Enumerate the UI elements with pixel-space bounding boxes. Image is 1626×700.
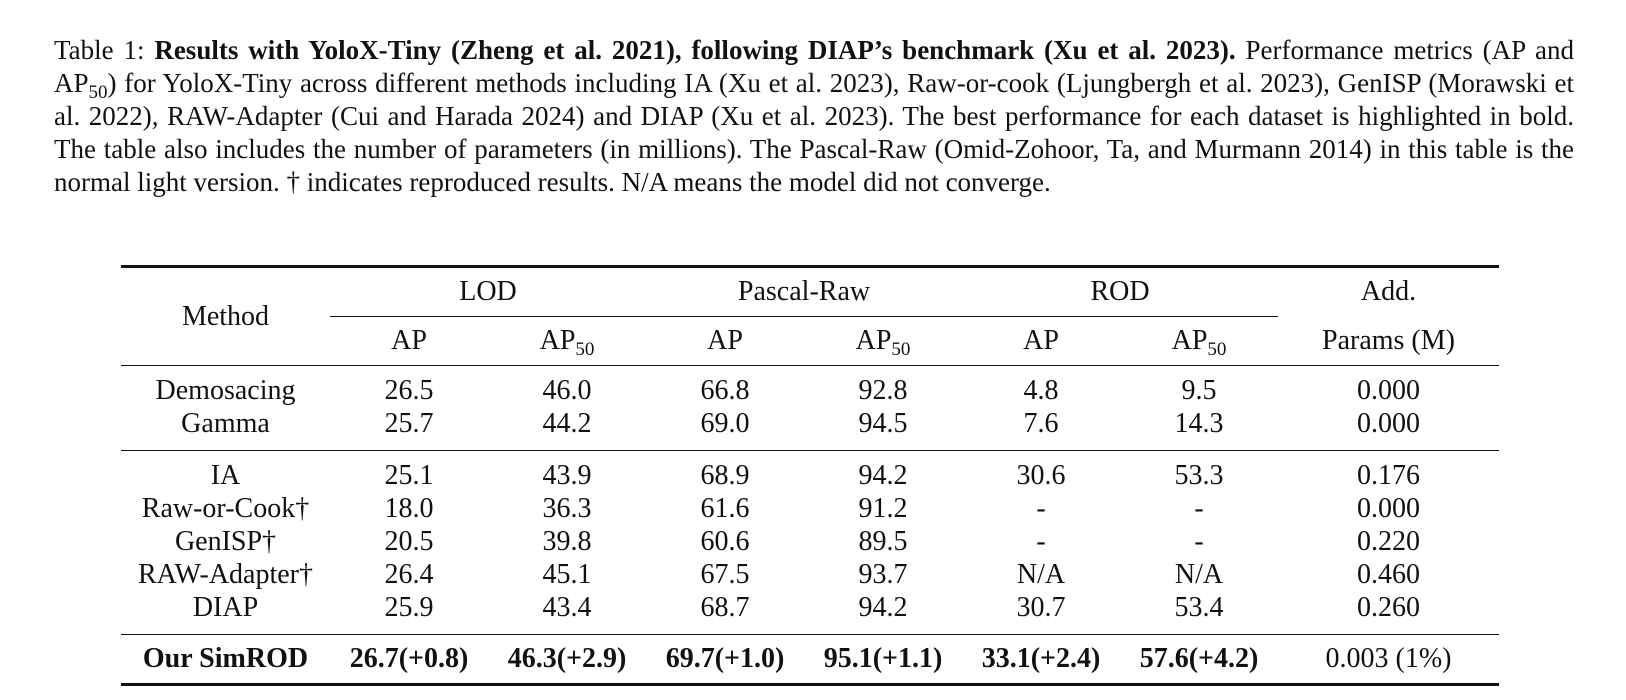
method-cell: DIAP	[192, 591, 259, 623]
value-cell: 25.7	[384, 407, 434, 439]
value-cell: 60.6	[700, 525, 750, 557]
value-cell: 14.3	[1174, 407, 1224, 439]
method-cell: Gamma	[181, 407, 270, 439]
value-cell: 30.7	[1016, 591, 1066, 623]
value-cell: 0.000	[1357, 374, 1420, 406]
add-header-bottom: Params (M)	[1322, 324, 1455, 356]
col-header-lod-ap50: $AP_{50}$	[539, 325, 595, 360]
value-cell: 33.1(+2.4)	[981, 643, 1101, 674]
value-cell: 46.3(+2.9)	[507, 643, 627, 674]
value-cell: 0.003 (1%)	[1325, 643, 1452, 674]
add-header-top: Add.	[1360, 276, 1417, 308]
col-header-lod-ap: AP	[391, 325, 427, 356]
caption-sub: 50	[88, 82, 108, 103]
value-cell: 0.260	[1357, 591, 1420, 623]
method-cell: GenISP†	[174, 525, 277, 557]
method-cell: IA	[121, 451, 330, 493]
value-cell: 7.6	[1023, 407, 1059, 439]
value-cell: 46.0	[542, 374, 592, 406]
value-cell: 20.5	[384, 525, 434, 557]
value-cell: 68.7	[700, 591, 750, 623]
value-cell: 30.6	[962, 451, 1120, 493]
value-cell: 0.000	[1357, 492, 1420, 524]
results-table	[121, 265, 1499, 686]
value-cell: 45.1	[542, 558, 592, 590]
caption-text-b: ) for YoloX-Tiny across different methods including IA (Xu et al. 2023), Raw-or-cook (Ljungbergh et al. 2023), GenISP (Morawski et al. 2022), RAW-Adapter (Cui and Harada 2024) and DIAP (Xu et al. 2023). The best performance for each dataset is highlighted in bold. The table also includes the number of parameters (in millions). The Pascal-Raw (Omid-Zohoor, Ta, and Murmann 2014) in this table is the normal light version. † indicates reproduced results. N/A means the model did not converge.	[54, 68, 1574, 197]
col-header-rod-ap50: $AP_{50}$	[1171, 325, 1227, 360]
caption-label: Table 1:	[54, 35, 145, 65]
value-cell: -	[1036, 525, 1046, 557]
value-cell: 57.6(+4.2)	[1139, 643, 1259, 674]
group-header-pascal-raw: Pascal-Raw	[646, 267, 962, 317]
value-cell: 26.5	[384, 374, 434, 406]
value-cell: 66.8	[700, 374, 750, 406]
value-cell: N/A	[1016, 558, 1066, 590]
table-row	[121, 407, 1499, 451]
value-cell: 4.8	[1023, 374, 1059, 406]
table-row	[121, 366, 1499, 408]
value-cell: 0.460	[1357, 558, 1420, 590]
value-cell: 26.4	[384, 558, 434, 590]
value-cell: 18.0	[384, 492, 434, 524]
value-cell: -	[1036, 492, 1046, 524]
method-cell: Raw-or-Cook†	[141, 492, 310, 524]
value-cell: -	[1194, 492, 1204, 524]
table-row	[121, 492, 1499, 525]
value-cell: 43.4	[542, 591, 592, 623]
value-cell: 69.0	[700, 407, 750, 439]
value-cell: 94.5	[858, 407, 908, 439]
value-cell: 68.9	[646, 451, 804, 493]
method-cell: RAW-Adapter†	[137, 558, 314, 590]
value-cell: 94.2	[858, 591, 908, 623]
method-cell: Our SimROD	[142, 643, 309, 674]
value-cell: 26.7(+0.8)	[349, 643, 469, 674]
table-row	[121, 525, 1499, 558]
value-cell: -	[1194, 525, 1204, 557]
value-cell: 89.5	[858, 525, 908, 557]
table-row	[121, 451, 1499, 493]
value-cell: 94.2	[804, 451, 962, 493]
group-header-rod: ROD	[962, 267, 1278, 317]
caption-text-a: Performance metrics (AP and AP	[54, 35, 1575, 98]
value-cell: 95.1(+1.1)	[823, 643, 943, 674]
value-cell: 93.7	[858, 558, 908, 590]
table-row	[121, 591, 1499, 635]
value-cell: 61.6	[700, 492, 750, 524]
value-cell: 92.8	[858, 374, 908, 406]
group-header-lod: LOD	[330, 267, 646, 317]
caption-title: Results with YoloX-Tiny (Zheng et al. 2021), following DIAP’s benchmark (Xu et al. 2023).	[154, 35, 1236, 65]
value-cell: 36.3	[542, 492, 592, 524]
value-cell: 0.220	[1357, 525, 1420, 557]
value-cell: 53.4	[1174, 591, 1224, 623]
value-cell: 44.2	[542, 407, 592, 439]
value-cell: 91.2	[858, 492, 908, 524]
table-row	[121, 558, 1499, 591]
value-cell: 53.3	[1120, 451, 1278, 493]
value-cell: 69.7(+1.0)	[665, 643, 785, 674]
value-cell: 67.5	[700, 558, 750, 590]
value-cell: 39.8	[542, 525, 592, 557]
col-header-rod-ap: AP	[1023, 325, 1059, 356]
col-header-pascal-ap50: $AP_{50}$	[855, 325, 911, 360]
value-cell: 0.000	[1357, 407, 1420, 439]
value-cell: 9.5	[1181, 374, 1217, 406]
value-cell: 0.176	[1278, 451, 1499, 493]
col-header-pascal-ap: AP	[707, 325, 743, 356]
method-cell: Demosacing	[155, 374, 296, 406]
value-cell: 25.9	[384, 591, 434, 623]
table-caption	[54, 34, 1574, 199]
value-cell: 43.9	[488, 451, 646, 493]
method-header: Method	[181, 300, 270, 332]
table-row-ours	[121, 635, 1499, 685]
value-cell: 25.1	[330, 451, 488, 493]
value-cell: N/A	[1174, 558, 1224, 590]
